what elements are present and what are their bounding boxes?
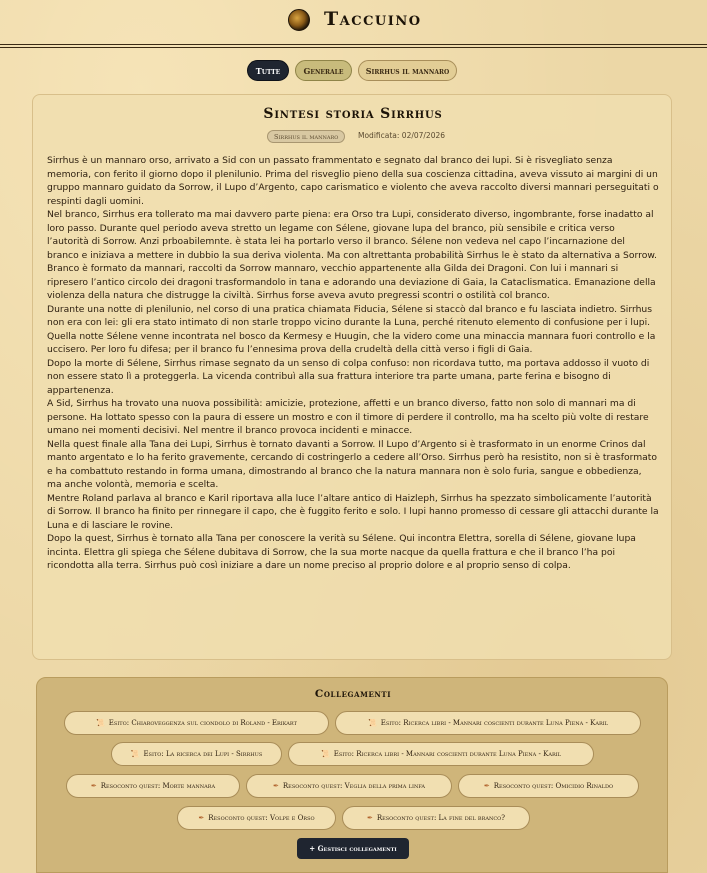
note-paragraph: Mentre Roland parlava al branco e Karil riportava alla luce l’altare antico di Haizleph, Sirrhus ha spezzato simbolicamente l’autorità di Sorrow. Il branco ha finito per rinnegare il capo, che è fuggito ferito e solo. I lupi hanno promesso di cessare gli attacchi durante la Luna e di lasciare le rovine. <box>47 492 659 531</box>
links-title: Collegamenti <box>314 688 392 700</box>
link-label: Resoconto quest: Morte mannara <box>100 782 216 790</box>
link-label: Esito: Ricerca libri - Mannari coscienti durante Luna Piena - Karil <box>333 750 562 758</box>
filter-general[interactable]: Generale <box>295 60 352 81</box>
app-title: Taccuino <box>324 8 422 30</box>
link-chip[interactable] <box>111 742 282 766</box>
quill-icon: ✒ <box>273 782 279 790</box>
book-icon: 📜 <box>96 719 105 727</box>
note-meta <box>33 130 673 144</box>
app-header <box>0 0 707 48</box>
link-label: Resoconto quest: Veglia della prima linfa <box>282 782 425 790</box>
tag-badge: Sirrhus il mannaro <box>267 130 345 143</box>
links-panel <box>36 677 668 873</box>
coin-emblem-icon <box>288 9 310 31</box>
note-paragraph: A Sid, Sirrhus ha trovato una nuova possibilità: amicizie, protezione, affetti e un branco diverso, fatto non solo di mannari ma di persone. Ha lottato spesso con la paura di essere un mostro e con il timore di perdere il controllo, ma ha scelto più volte di restare umano nei momenti decisivi. Nel mentre il branco provoca incidenti e minacce. <box>47 398 649 436</box>
note-paragraph: Sirrhus è un mannaro orso, arrivato a Sid con un passato frammentato e segnato dal branco dei lupi. Si è risvegliato senza memoria, con ferito il giorno dopo il plenilunio. Prima del risveglio pieno della sua coscienza cittadina, aveva vissuto ai margini di un gruppo mannaro guidato da Sorrow, il Lupo d’Argento, capo carismatico e violento che aveva raccolto diversi mannari perseguitati o respinti dagli uomini. <box>47 155 659 207</box>
note-paragraph: Nella quest finale alla Tana dei Lupi, Sirrhus è tornato davanti a Sorrow. Il Lupo d’Argento si è trasformato in un enorme Crinos dal manto argentato e lo ha ferito gravemente, cercando di costringerlo a cedere all’Orso. Sirrhus però ha resistito, non si è trasformato e ha combattuto restando in forma umana, dimostrando al branco che la natura mannara non è solo furia, sangue e obbedienza, ma anche volontà, memoria e scelta. <box>47 438 658 490</box>
quill-icon: ✒ <box>198 814 205 822</box>
note-title: Sintesi storia Sirrhus <box>263 106 443 122</box>
link-label: Resoconto quest: La fine del branco? <box>376 814 506 822</box>
link-label: Resoconto quest: Omicidio Rinaldo <box>493 782 614 790</box>
note-paragraph: Durante una notte di plenilunio, nel corso di una pratica chiamata Fiducia, Sélene si staccò dal branco e fu lasciata indietro. Sirrhus non era con lei: gli era stato intimato di non starle troppo vicino durante la Luna, perché ritenuto elemento di confusione per i lupi. Quella notte Sélene venne incontrata nel bosco da Kermesy e Huugin, che la videro come una minaccia mannara fuori controllo e la uccisero. Per loro fu difesa; per il branco fu l’ennesima prova della crudeltà della città verso i figli di Gaia. <box>47 303 656 355</box>
link-label: Esito: Chiaroveggenza sul ciondolo di Roland - Erikart <box>108 719 297 727</box>
link-chip[interactable] <box>64 711 329 735</box>
link-label: Resoconto quest: Volpe e Orso <box>208 814 315 822</box>
book-icon: 📜 <box>130 750 140 758</box>
quill-icon: ✒ <box>366 814 373 822</box>
link-chip[interactable] <box>246 774 452 798</box>
note-paragraph: Dopo la quest, Sirrhus è tornato alla Tana per conoscere la verità su Sélene. Qui incontra Elettra, sorella di Sélene, giovane lupa incinta. Elettra gli spiega che Sélene dubitava di Sorrow, che la sua morte nacque da quella frattura e che il branco l’ha poi ricondotta alla terra. Sirrhus può così iniziare a dare un nome preciso al proprio dolore e al proprio senso di colpa. <box>47 533 636 571</box>
filter-all[interactable]: Tutte <box>247 60 289 81</box>
manage-links-button[interactable]: + Gestisci collegamenti <box>297 838 409 859</box>
filter-sirrhus[interactable]: Sirrhus il mannaro <box>358 60 457 81</box>
note-paragraph: Nel branco, Sirrhus era tollerato ma mai davvero parte piena: era Orso tra Lupi, considerato diverso, ingombrante, forse inadatto al loro passo. Durante quel periodo aveva stretto un legame con Sélene, giovane lupa del branco, più sensibile e critica verso l’autorità di Sorrow. Anzi prboabilemnte. è stata lei ha portarlo verso il branco. Sélene non vedeva nel capo l’incarnazione del branco e iniziava a mettere in dubbio la sua deriva violenta. Ma con altrettanta probabilità Sirrhus le è stato da alternativa a Sorrow. <box>47 209 657 261</box>
link-label: Esito: Ricerca libri - Mannari coscienti durante Luna Piena - Karil <box>380 719 609 727</box>
quill-icon: ✒ <box>483 782 490 790</box>
link-chip[interactable] <box>66 774 240 798</box>
book-icon: 📜 <box>320 750 330 758</box>
link-chip[interactable] <box>342 806 530 830</box>
note-body <box>47 154 659 573</box>
note-paragraph: Dopo la morte di Sélene, Sirrhus rimase segnato da un senso di colpa confuso: non ricordava tutto, ma portava addosso il vuoto di non essere stato lì a proteggerla. La vicenda contribuì alla sua frattura interiore tra parte umana, parte ferina e bisogno di appartenenza. <box>47 357 650 396</box>
link-chip[interactable] <box>177 806 336 830</box>
link-chip[interactable] <box>288 742 594 766</box>
quill-icon: ✒ <box>90 782 97 790</box>
link-label: Esito: La ricerca dei Lupi - Sirrhus <box>143 750 263 758</box>
link-chip[interactable] <box>335 711 641 735</box>
book-icon: 📜 <box>367 719 377 727</box>
modified-date: Modificata: 02/07/2026 <box>358 131 446 140</box>
note-card <box>32 94 672 660</box>
link-chip[interactable] <box>458 774 639 798</box>
note-paragraph: Branco è formato da mannari, raccolti da Sorrow mannaro, vecchio appartenente alla Gilda dei Dragoni. Con lui i mannari si ripresero l’antico circolo dei dragoni trasformandolo in tana e adorando una deviazione di Gaia, la Cataclismatica. Emanazione della violenza della natura che distrugge la civiltà. Sirrhus forse aveva avuto pregressi scontri o ostilità col branco. <box>47 263 656 301</box>
filter-bar <box>0 60 707 82</box>
